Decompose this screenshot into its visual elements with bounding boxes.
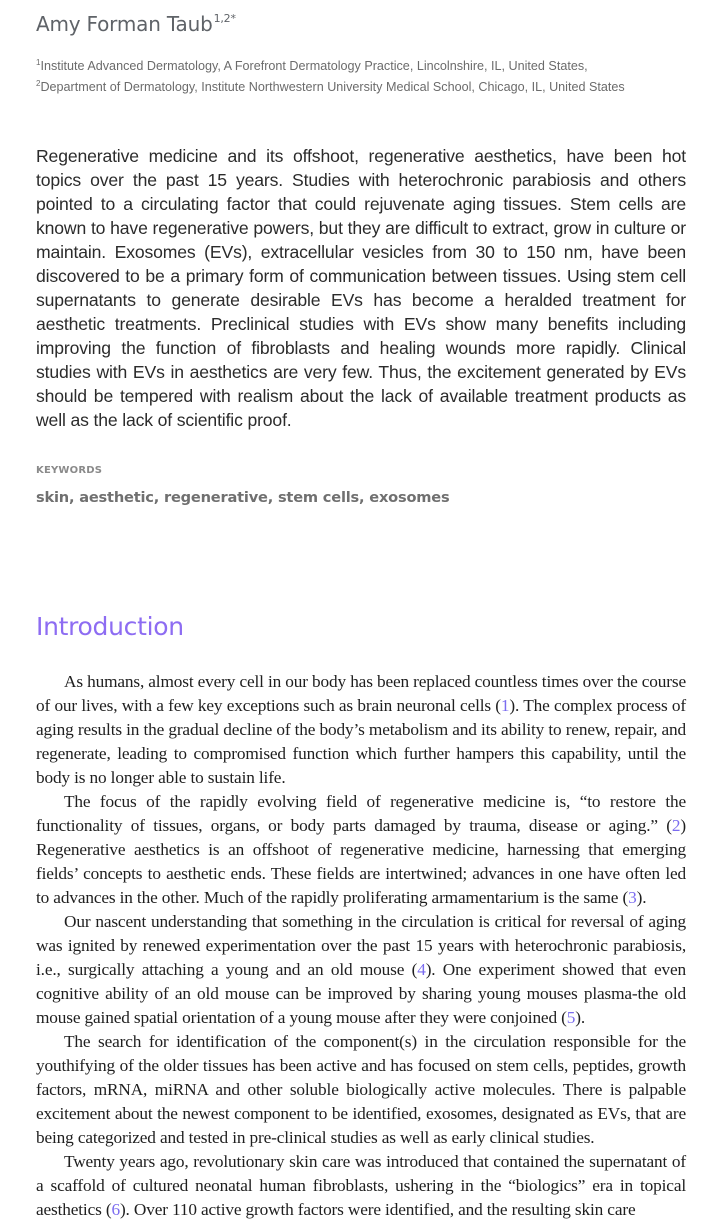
paragraph-4: The search for identification of the component(s) in the circulation responsible for the youthifying of the older tissues has been active and has focused on stem cells, peptides, growth factors, mRNA, miRNA and other soluble biologically active molecules. There is palpable excitement about the newest component to be identified, exosomes, designated as EVs, that are being categorized and tested in pre-clinical studies as well as early clinical studies. — [36, 1032, 686, 1147]
author-name: Amy Forman Taub — [36, 12, 213, 36]
affiliation-1: Institute Advanced Dermatology, A Forefront Dermatology Practice, Lincolnshire, IL, United States, — [40, 59, 588, 73]
author-line — [36, 12, 236, 36]
paragraph-text: Our nascent understanding that something in the circulation is critical for reversal of aging was ignited by renewed experimentation over the past 15 years with heterochronic parabiosis, i.e., surgically attaching a young and an old mouse ( — [36, 912, 686, 979]
paragraph-text: ). One experiment showed that even cognitive ability of an old mouse can be improved by sharing young mouses plasma-the old mouse gained spatial orientation of a young mouse after they were conjoined ( — [36, 960, 686, 1027]
reference-link-6[interactable]: 6 — [111, 1200, 120, 1219]
paragraph-text: ). — [636, 888, 647, 907]
abstract: Regenerative medicine and its offshoot, regenerative aesthetics, have been hot topics over the past 15 years. Studies with heterochronic parabiosis and others pointed to a circulating factor that could rejuvenate aging tissues. Stem cells are known to have regenerative powers, but they are difficult to extract, grow in culture or maintain. Exosomes (EVs), extracellular vesicles from 30 to 150 nm, have been discovered to be a primary form of communication between tissues. Using stem cell supernatants to generate desirable EVs has become a heralded treatment for aesthetic treatments. Preclinical studies with EVs show many benefits including improving the function of fibroblasts and healing wounds more rapidly. Clinical studies with EVs in aesthetics are very few. Thus, the excitement generated by EVs should be tempered with realism about the lack of available treatment products as well as the lack of scientific proof. — [36, 146, 686, 430]
paragraph-text: ). Over 110 active growth factors were identified, and the resulting skin care — [119, 1200, 636, 1219]
paragraph-text: The focus of the rapidly evolving field of regenerative medicine is, “to restore the functionality of tissues, organs, or body parts damaged by trauma, disease or aging.” ( — [36, 792, 686, 835]
affiliation-marker-1: 1 — [36, 58, 41, 67]
author-affiliation-markers: 1,2* — [213, 12, 236, 25]
paragraph-3 — [36, 910, 686, 1030]
keywords-list: skin, aesthetic, regenerative, stem cells, exosomes — [36, 489, 450, 506]
paragraph-text: Twenty years ago, revolutionary skin care was introduced that contained the supernatant of a scaffold of cultured neonatal human fibroblasts, ushering in the “biologics” era in topical aesthetics ( — [36, 1152, 686, 1219]
reference-link-2[interactable]: 2 — [671, 816, 681, 835]
paragraph-1 — [36, 670, 686, 790]
keywords-label: KEYWORDS — [36, 465, 103, 476]
paragraph-text: ). — [575, 1008, 585, 1027]
reference-link-4[interactable]: 4 — [417, 960, 426, 979]
affiliation-2: Department of Dermatology, Institute Northwestern University Medical School, Chicago, IL, United States — [40, 80, 625, 94]
section-title-introduction: Introduction — [36, 612, 184, 641]
paragraph-5 — [36, 1150, 686, 1222]
paragraph-2 — [36, 790, 686, 910]
affiliations — [36, 54, 686, 96]
paragraph-text: ) Regenerative aesthetics is an offshoot of regenerative medicine, harnessing that emerging fields’ concepts to aesthetic ends. These fields are intertwined; advances in one have often led to advances in the other. Much of the rapidly proliferating armamentarium is the same ( — [36, 816, 686, 907]
reference-link-5[interactable]: 5 — [566, 1008, 576, 1027]
introduction-body — [36, 670, 686, 1222]
paragraph-text: ). The complex process of aging results in the gradual decline of the body’s metabolism and its ability to renew, repair, and regenerate, leading to compromised function which further hampers this capability, until the body is no longer able to sustain life. — [36, 696, 687, 787]
paragraph-text: As humans, almost every cell in our body has been replaced countless times over the course of our lives, with a few key exceptions such as brain neuronal cells ( — [36, 672, 686, 715]
reference-link-1[interactable]: 1 — [500, 696, 510, 715]
affiliation-marker-2: 2 — [36, 79, 41, 88]
reference-link-3[interactable]: 3 — [628, 888, 637, 907]
